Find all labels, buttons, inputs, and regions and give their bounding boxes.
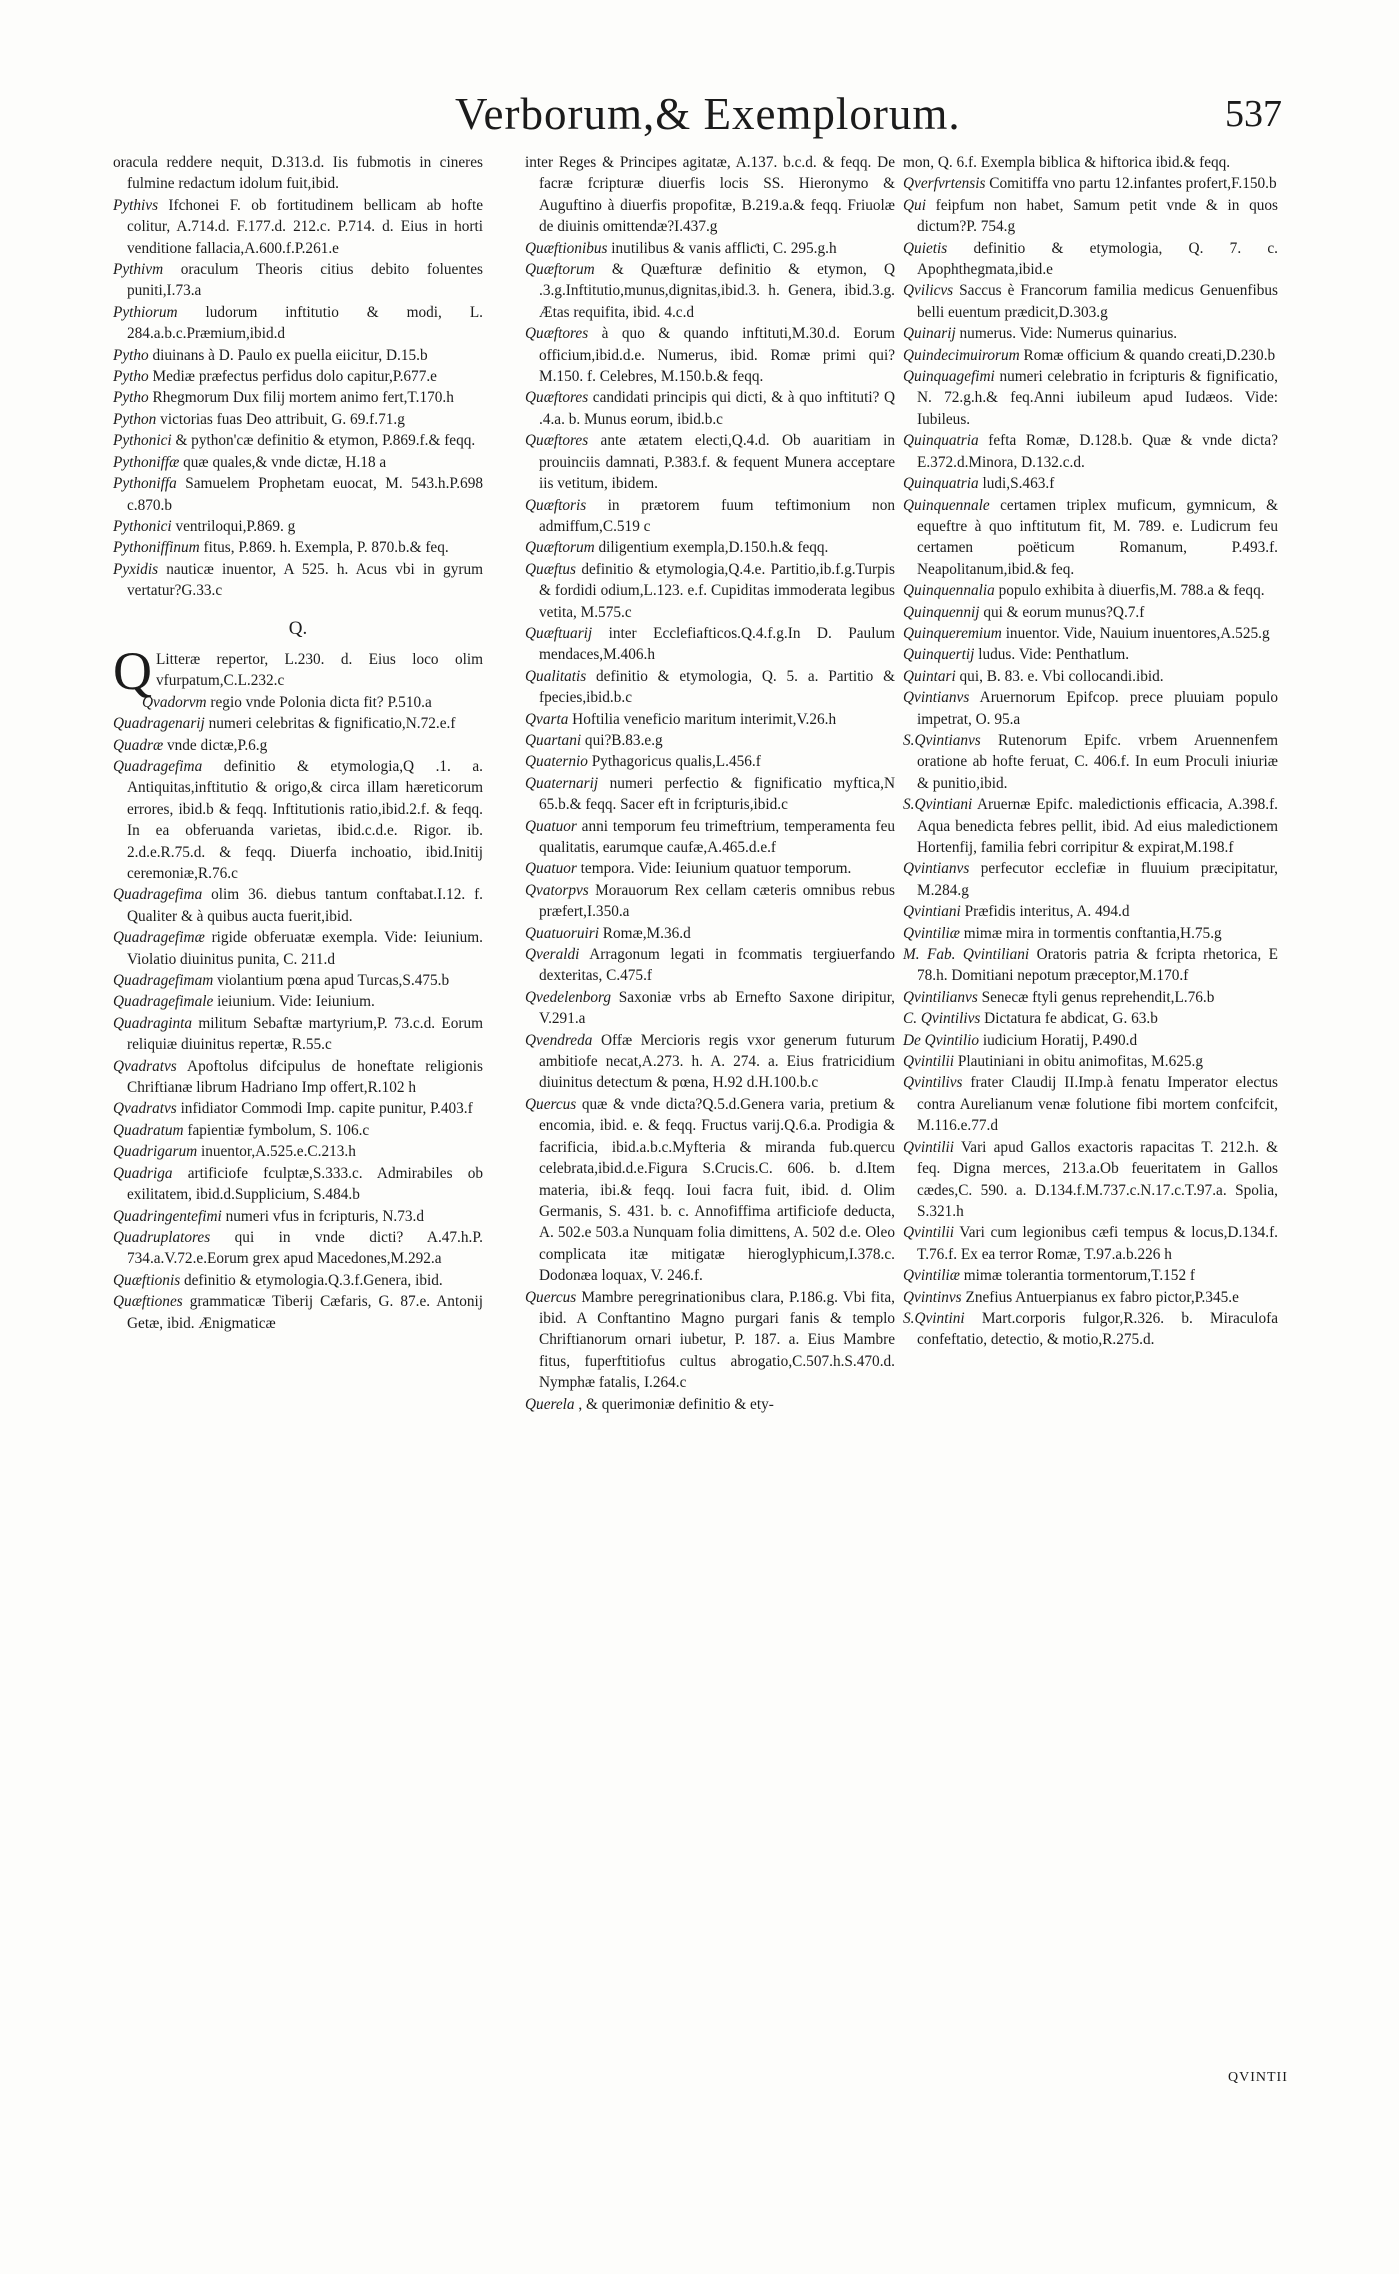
entry-headword: Qverfvrtensis bbox=[903, 175, 986, 193]
entry-text: iudicium Horatij, P.490.d bbox=[982, 1031, 1138, 1049]
page-number: 537 bbox=[1225, 93, 1282, 135]
entry-text: inter Ecclefiafticos.Q.4.f.g.In D. Paulum mendaces,M.406.h bbox=[539, 624, 895, 664]
index-entry bbox=[525, 1394, 895, 1415]
entry-headword: Quartani bbox=[525, 731, 582, 749]
index-entry bbox=[903, 1265, 1278, 1286]
entry-text: Rhegmorum Dux filij mortem animo fert,T.170.h bbox=[152, 389, 454, 407]
index-entry bbox=[525, 880, 895, 923]
entry-headword: Quinquatria bbox=[903, 475, 979, 493]
index-entry bbox=[113, 452, 483, 473]
entry-headword: Quadragefima bbox=[113, 886, 203, 904]
entry-headword: Quinquennij bbox=[903, 603, 980, 621]
index-entry bbox=[525, 430, 895, 494]
entry-headword: Qvatorpvs bbox=[525, 881, 589, 899]
entry-headword: Quindecimuirorum bbox=[903, 346, 1020, 364]
index-entry bbox=[113, 735, 483, 756]
index-entry bbox=[525, 259, 895, 323]
entry-text: Mambre peregrinationibus clara, P.186.g. Vbi fita, ibid. A Conftantino Magno purgari fanis & templo Chriftianorum ornari iubetur, P. 187. a. Eius Mambre fitus, fuperftitiofus cultus abrogatio,C.507.h.S.470.d. Nymphæ fatalis, I.264.c bbox=[539, 1288, 895, 1392]
index-entry bbox=[903, 1008, 1278, 1029]
entry-headword: Qvintilii bbox=[903, 1224, 954, 1242]
index-entry bbox=[113, 1120, 483, 1141]
index-entry bbox=[113, 692, 483, 713]
entry-text: in prætorem fuum teftimonium non admiffum,C.519 c bbox=[539, 496, 895, 535]
entry-text: infidiator Commodi Imp. capite punitur, P.403.f bbox=[180, 1100, 473, 1118]
entry-headword: Pythivm bbox=[113, 261, 164, 279]
index-entry bbox=[903, 944, 1278, 987]
entry-headword: Quietis bbox=[903, 239, 948, 257]
entry-headword: Pyxidis bbox=[113, 560, 159, 578]
index-entry bbox=[113, 1163, 483, 1206]
index-entry bbox=[113, 1056, 483, 1099]
index-entry bbox=[903, 1137, 1278, 1223]
entry-text: ludus. Vide: Penthatlum. bbox=[978, 646, 1130, 664]
entry-headword: Qvedelenborg bbox=[525, 988, 612, 1006]
entry-text: certamen triplex muficum, gymnicum, & equeftre à quo inftitutum fit, M. 789. e. Ludicrum feu certamen poëticum Romanum, P.493.f. Neapolitanum,ibid.& feq. bbox=[917, 496, 1279, 578]
index-entry bbox=[113, 430, 483, 451]
entry-text: inuentor,A.525.e.C.213.h bbox=[200, 1143, 356, 1161]
entry-headword: Quadratum bbox=[113, 1121, 184, 1139]
entry-text: & python'cæ definitio & etymon, P.869.f.& feqq. bbox=[175, 432, 476, 450]
entry-headword: Quadræ bbox=[113, 736, 164, 754]
entry-headword: Querela bbox=[525, 1395, 575, 1413]
index-entry bbox=[113, 1013, 483, 1056]
entry-headword: M. Fab. Qvintiliani bbox=[903, 946, 1030, 964]
entry-headword: Qui bbox=[903, 196, 926, 214]
entry-text: violantium pœna apud Turcas,S.475.b bbox=[217, 972, 450, 990]
index-entry bbox=[525, 238, 895, 259]
entry-headword: Qveraldi bbox=[525, 946, 580, 964]
entry-headword: Qvintilivs bbox=[903, 1074, 963, 1092]
entry-text: victorias fuas Deo attribuit, G. 69.f.71.g bbox=[160, 410, 405, 428]
entry-text: numeri celebritas & fignificatio,N.72.e.f bbox=[208, 715, 456, 733]
entry-text: perfecutor ecclefiæ in fluuium præcipitatur, M.284.g bbox=[917, 860, 1279, 899]
entry-text: Znefius Antuerpianus ex fabro pictor,P.345.e bbox=[965, 1288, 1239, 1306]
index-entry bbox=[113, 1270, 483, 1291]
entry-headword: Quadragefimæ bbox=[113, 929, 205, 947]
entry-headword: Quæftorum bbox=[525, 261, 595, 279]
entry-text: Offæ Mercioris regis vxor generum futurum ambitiofe necat,A.273. h. A. 274. a. Eius fratricidium diuinitus detectum & pœna, H.92 d.H.100.b.c bbox=[539, 1031, 896, 1092]
entry-text: Vari apud Gallos exactoris rapacitas T. 212.h. & feq. Digna merces, 213.a.Ob feueritatem in Gallos cædes,C. 590. a. D.134.f.M.737.c.N.17.c.T.97.a. Spolia, S.321.h bbox=[917, 1138, 1278, 1220]
entry-headword: Qvintianvs bbox=[903, 860, 970, 878]
index-entry bbox=[903, 1051, 1278, 1072]
entry-text: numeri vfus in fcripturis, N.73.d bbox=[225, 1207, 425, 1225]
entry-text: Oratoris patria & fcripta rhetorica, E 78.h. Domitiani nepotum præceptor,M.170.f bbox=[917, 946, 1279, 985]
entry-headword: Qvintiliæ bbox=[903, 924, 960, 942]
entry-headword: Quercus bbox=[525, 1288, 577, 1306]
entry-text: fitus, P.869. h. Exempla, P. 870.b.& feq. bbox=[203, 539, 449, 557]
entry-text: numeri perfectio & fignificatio myftica,N 65.b.& feqq. Sacer eft in fcripturis,ibid.c bbox=[539, 774, 895, 814]
index-entry bbox=[903, 345, 1278, 366]
entry-headword: Quintari bbox=[903, 667, 956, 685]
index-entry bbox=[525, 730, 895, 751]
entry-headword: Pythoniffæ bbox=[113, 453, 180, 471]
index-entry bbox=[903, 238, 1278, 281]
index-entry bbox=[525, 858, 895, 879]
entry-headword: Pythoniffinum bbox=[113, 539, 200, 557]
index-entry bbox=[903, 644, 1278, 665]
entry-headword: Quinarij bbox=[903, 325, 956, 343]
entry-text: Pythagoricus qualis,L.456.f bbox=[591, 753, 761, 771]
index-entry bbox=[525, 751, 895, 772]
index-entry bbox=[113, 537, 483, 558]
entry-text: qui & eorum munus?Q.7.f bbox=[983, 603, 1145, 621]
entry-text: candidati principis qui dicti, & à quo inftituti? Q .4.a. b. Munus eorum, ibid.b.c bbox=[539, 389, 896, 428]
index-entry bbox=[113, 1206, 483, 1227]
running-title: Verborum,& Exemplorum. bbox=[455, 89, 961, 139]
entry-text: ludorum inftitutio & modi, L. 284.a.b.c.Præmium,ibid.d bbox=[127, 303, 483, 343]
entry-text: Morauorum Rex cellam cæteris omnibus rebus præfert,I.350.a bbox=[539, 881, 895, 921]
index-entry bbox=[113, 366, 483, 387]
index-entry bbox=[113, 991, 483, 1012]
index-entry bbox=[113, 1098, 483, 1119]
entry-text: fefta Romæ, D.128.b. Quæ & vnde dicta?E.372.d.Minora, D.132.c.d. bbox=[917, 432, 1279, 471]
entry-text: Samuelem Prophetam euocat, M. 543.h.P.698 c.870.b bbox=[127, 475, 483, 514]
index-entry bbox=[113, 884, 483, 927]
index-entry bbox=[525, 387, 895, 430]
index-entry bbox=[525, 666, 895, 709]
index-entry bbox=[525, 623, 895, 666]
entry-text: inter Reges & Principes agitatæ, A.137. b.c.d. & feqq. De facræ fcripturæ diuerfis locis SS. Hieronymo & Auguftino à diuerfis propofitæ, B.219.a.& feqq. Friuolæ de diuinis omittendæ?I.437.g bbox=[525, 154, 895, 236]
entry-text: regio vnde Polonia dicta fit? P.510.a bbox=[210, 693, 432, 711]
entry-text: Romæ officium & quando creati,D.230.b bbox=[1023, 346, 1276, 364]
index-column-left bbox=[113, 152, 483, 1334]
entry-text: definitio & etymologia.Q.3.f.Genera, ibid. bbox=[183, 1271, 443, 1289]
entry-text: Rutenorum Epifc. vrbem Aruennenfem oratione ab hofte feruat, C. 406.f. In eum Proculi iniuriæ & punitio,ibid. bbox=[917, 731, 1278, 792]
index-entry bbox=[903, 666, 1278, 687]
index-entry bbox=[903, 687, 1278, 730]
entry-headword: Pytho bbox=[113, 368, 149, 386]
entry-headword: Quaternio bbox=[525, 753, 588, 771]
index-entry bbox=[525, 944, 895, 987]
entry-text: definitio & etymologia,Q .1. a. Antiquitas,inftitutio & origo,& circa illam hæreticorum errores, ibid.b & feqq. Inftitutionis ratio,ibid.2.f. & feqq. In ea obferuanda varietas, ibid.c.d.e. Rigor. ib. 2.d.e.R.75.d. & feqq. Diuerfa inchoatio, ibid.Initij ceremoniæ,R.76.c bbox=[127, 757, 483, 882]
entry-text: diuinans à D. Paulo ex puella eiicitur, D.15.b bbox=[152, 346, 428, 364]
index-entry bbox=[525, 1030, 895, 1094]
index-entry bbox=[113, 195, 483, 259]
entry-text: Vari cum legionibus cæfi tempus & locus,D.134.f. T.76.f. Ex ea terror Romæ, T.97.a.b.226 h bbox=[917, 1224, 1278, 1263]
entry-headword: Quatuor bbox=[525, 860, 577, 878]
entry-headword: Qvintiani bbox=[903, 903, 961, 921]
entry-headword: Quinquennalia bbox=[903, 582, 995, 600]
index-entry bbox=[525, 987, 895, 1030]
index-entry bbox=[113, 516, 483, 537]
entry-text: definitio & etymologia,Q.4.e. Partitio,ib.f.g.Turpis & fordidi odium,L.123. e.f. Cupiditas immoderata legibus vetita, M.575.c bbox=[539, 560, 895, 621]
entry-text: qui in vnde dicti? A.47.h.P. 734.a.V.72.e.Eorum grex apud Macedones,M.292.a bbox=[127, 1228, 483, 1268]
index-entry bbox=[525, 773, 895, 816]
entry-text: frater Claudij II.Imp.à fenatu Imperator electus contra Aurelianum venæ folutione fibi mortem confcifcit, M.116.e.77.d bbox=[917, 1074, 1278, 1135]
index-entry bbox=[903, 602, 1278, 623]
index-entry bbox=[113, 927, 483, 970]
index-entry bbox=[903, 195, 1278, 238]
entry-text: numerus. Vide: Numerus quinarius. bbox=[959, 325, 1178, 343]
entry-headword: Qvadorvm bbox=[142, 693, 207, 711]
entry-headword: Qvadratvs bbox=[113, 1057, 177, 1075]
entry-headword: Pythonici bbox=[113, 432, 172, 450]
entry-headword: Quercus bbox=[525, 1095, 577, 1113]
index-entry bbox=[903, 794, 1278, 858]
index-entry bbox=[113, 1141, 483, 1162]
index-entry bbox=[113, 756, 483, 884]
entry-text: anni temporum feu trimeftrium, temperamenta feu qualitatis, earumque caufæ,A.465.d.e.f bbox=[539, 817, 896, 856]
index-entry bbox=[525, 323, 895, 387]
entry-headword: Pythonici bbox=[113, 517, 172, 535]
index-entry bbox=[525, 152, 895, 238]
index-entry bbox=[525, 1094, 895, 1287]
entry-headword: Pythivs bbox=[113, 196, 159, 214]
index-entry bbox=[903, 430, 1278, 473]
entry-headword: S.Qvintianvs bbox=[903, 731, 981, 749]
entry-text: ludi,S.463.f bbox=[982, 475, 1055, 493]
index-entry bbox=[903, 1030, 1278, 1051]
entry-headword: Quadraginta bbox=[113, 1014, 193, 1032]
entry-headword: Pythiorum bbox=[113, 303, 178, 321]
index-entry bbox=[113, 152, 483, 195]
entry-text: Mediæ præfectus perfidus dolo capitur,P.677.e bbox=[152, 368, 437, 386]
index-entry bbox=[113, 713, 483, 734]
section-letter: Q. bbox=[288, 617, 308, 639]
entry-headword: Quinquatria bbox=[903, 432, 979, 450]
index-entry bbox=[113, 259, 483, 302]
entry-headword: C. Qvintilivs bbox=[903, 1010, 981, 1028]
index-entry bbox=[525, 495, 895, 538]
entry-headword: Qvintilianvs bbox=[903, 988, 978, 1006]
index-entry bbox=[903, 1308, 1278, 1351]
entry-headword: Qvadratvs bbox=[113, 1100, 177, 1118]
entry-text: ventriloqui,P.869. g bbox=[175, 517, 296, 535]
entry-text: Mart.corporis fulgor,R.326. b. Miraculofa confeftatio, detectio, & motio,R.275.d. bbox=[917, 1309, 1278, 1349]
index-entry bbox=[525, 1287, 895, 1394]
entry-text: Apoftolus difcipulus de honeftate religionis Chriftianæ librum Hadriano Imp offert,R.102 h bbox=[127, 1057, 483, 1097]
index-entry bbox=[903, 580, 1278, 601]
index-entry bbox=[525, 923, 895, 944]
entry-text: feipfum non habet, Samum petit vnde & in quos dictum?P. 754.g bbox=[917, 196, 1278, 236]
index-entry bbox=[113, 345, 483, 366]
entry-text: Romæ,M.36.d bbox=[602, 924, 691, 942]
entry-headword: Quadrigarum bbox=[113, 1143, 198, 1161]
entry-headword: Qvarta bbox=[525, 710, 569, 728]
entry-headword: Qvintiliæ bbox=[903, 1267, 960, 1285]
entry-headword: Quinqueremium bbox=[903, 624, 1002, 642]
entry-text: Præfidis interitus, A. 494.d bbox=[964, 903, 1130, 921]
index-entry bbox=[113, 559, 483, 602]
entry-headword: Pytho bbox=[113, 346, 149, 364]
entry-text: inutilibus & vanis affliƈti, C. 295.g.h bbox=[611, 239, 837, 257]
index-entry bbox=[113, 473, 483, 516]
entry-text: tempora. Vide: Ieiunium quatuor temporum. bbox=[580, 860, 852, 878]
entry-text: fapientiæ fymbolum, S. 106.c bbox=[187, 1121, 370, 1139]
entry-text: quæ & vnde dicta?Q.5.d.Genera varia, pretium & encomia, ibid. e. & feqq. Fructus varij.Q.6.a. Prodigia & facrificia, ibid.a.b.c.Myfteria & miranda fub.quercu celebrata,ibid.d.e.Figura S.Crucis.C. 606. b. d.Item materia, ibi.& feqq. Ioui facra fuit, ibid. d. Olim Germanis, S. 431. b. c. Annofiffima artificiofe deducta, A. 502.e 503.a Nunquam folia dimittens, A. 502 d.e. Oleo complicata itæ mitigatæ hieroglyphicum,I.378.c. Dodonæa loquax, V. 246.f. bbox=[539, 1095, 895, 1285]
index-entry bbox=[903, 173, 1278, 194]
index-entry bbox=[903, 323, 1278, 344]
entry-headword: Qvilicvs bbox=[903, 282, 954, 300]
entry-text: Saxoniæ vrbs ab Ernefto Saxone diripitur, V.291.a bbox=[539, 988, 896, 1028]
index-entry bbox=[525, 537, 895, 558]
entry-text: Senecæ ftyli genus reprehendit,L.76.b bbox=[981, 988, 1215, 1006]
entry-text: rigide obferuatæ exempla. Vide: Ieiunium. Violatio diuinitus punita, C. 211.d bbox=[127, 929, 483, 968]
entry-text: Plautiniani in obitu animofitas, M.625.g bbox=[957, 1053, 1203, 1071]
index-entry bbox=[903, 987, 1278, 1008]
drop-cap: Q bbox=[113, 640, 152, 701]
entry-text: Litteræ repertor, L.230. d. Eius loco olim vfurpatum,C.L.232.c bbox=[156, 650, 483, 690]
entry-text: vnde dictæ,P.6.g bbox=[166, 736, 268, 754]
entry-text: Aruernorum Epifcop. prece pluuiam populo impetrat, O. 95.a bbox=[917, 689, 1279, 728]
entry-headword: Quæftionibus bbox=[525, 239, 608, 257]
entry-text: populo exhibita à diuerfis,M. 788.a & feqq. bbox=[998, 582, 1265, 600]
entry-headword: Python bbox=[113, 410, 157, 428]
entry-text: Comitiffa vno partu 12.infantes profert,F.150.b bbox=[989, 175, 1277, 193]
entry-text: definitio & etymologia, Q. 7. c. Apophthegmata,ibid.e bbox=[917, 239, 1279, 279]
entry-text: & Quæfturæ definitio & etymon, Q .3.g.Inftitutio,munus,dignitas,ibid.3. h. Genera, ibid.3.g. Ætas requifita, ibid. 4.c.d bbox=[539, 261, 895, 321]
index-entry bbox=[113, 387, 483, 408]
index-entry bbox=[903, 495, 1278, 581]
entry-headword: Quæftionis bbox=[113, 1271, 181, 1289]
entry-headword: S.Qvintiani bbox=[903, 796, 973, 814]
page-header bbox=[0, 88, 1399, 148]
entry-headword: De Qvintilio bbox=[903, 1031, 980, 1049]
entry-headword: Quæftuarij bbox=[525, 624, 593, 642]
entry-text: oracula reddere nequit, D.313.d. Iis fubmotis in cineres fulmine redactum idolum fuit,ibid. bbox=[113, 154, 483, 193]
index-entry bbox=[113, 1227, 483, 1270]
entry-text: ante ætatem electi,Q.4.d. Ob auaritiam in prouinciis damnati, P.383.f. & fequent Munera acceptare iis vetitum, ibidem. bbox=[539, 432, 895, 493]
entry-headword: Quatuor bbox=[525, 817, 577, 835]
entry-text: , & querimoniæ definitio & ety- bbox=[578, 1395, 774, 1413]
entry-headword: Quæftores bbox=[525, 432, 589, 450]
entry-headword: Quadragefima bbox=[113, 757, 203, 775]
entry-headword: Quadriga bbox=[113, 1164, 173, 1182]
entry-text: Arragonum legati in fcommatis tergiuerfando dexteritas, C.475.f bbox=[539, 946, 895, 985]
entry-headword: Quadringentefimi bbox=[113, 1207, 222, 1225]
entry-headword: Quinquertij bbox=[903, 646, 975, 664]
entry-headword: Pytho bbox=[113, 389, 149, 407]
index-entry bbox=[113, 1291, 483, 1334]
entry-text: Hoftilia veneficio maritum interimit,V.26.h bbox=[572, 710, 837, 728]
entry-text: Aruernæ Epifc. maledictionis efficacia, A.398.f. Aqua benedicta febres pellit, ibid. Ad eius maledictionem Hortenfij, familia febri corripitur & expirat,M.198.f bbox=[917, 796, 1278, 856]
index-entry bbox=[113, 640, 483, 701]
entry-headword: Qvintinvs bbox=[903, 1288, 962, 1306]
entry-text: quæ quales,& vnde dictæ, H.18 a bbox=[183, 453, 387, 471]
entry-headword: S.Qvintini bbox=[903, 1309, 965, 1327]
entry-headword: Qualitatis bbox=[525, 667, 587, 685]
entry-text: grammaticæ Tiberij Cæfaris, G. 87.e. Antonij Getæ, ibid. Ænigmaticæ bbox=[127, 1293, 483, 1332]
entry-headword: Quæftores bbox=[525, 389, 589, 407]
entry-headword: Quadragefimam bbox=[113, 972, 214, 990]
index-entry bbox=[903, 280, 1278, 323]
index-entry bbox=[903, 1222, 1278, 1265]
entry-text: oraculum Theoris citius debito foluentes puniti,I.73.a bbox=[127, 261, 483, 300]
entry-headword: Qvintianvs bbox=[903, 689, 970, 707]
entry-text: numeri celebratio in fcripturis & fignificatio, N. 72.g.h.& feq.Anni iubileum apud Iudæos. Vide: Iubileus. bbox=[917, 368, 1278, 428]
index-entry bbox=[903, 473, 1278, 494]
index-entry bbox=[903, 1072, 1278, 1136]
catchword: QVINTII bbox=[1228, 2070, 1288, 2085]
entry-text: inuentor. Vide, Nauium inuentores,A.525.g bbox=[1005, 624, 1270, 642]
entry-text: artificiofe fculptæ,S.333.c. Admirabiles ob exilitatem, ibid.d.Supplicium, S.484.b bbox=[127, 1164, 484, 1204]
entry-headword: Pythoniffa bbox=[113, 475, 177, 493]
entry-text: mimæ mira in tormentis conftantia,H.75.g bbox=[963, 924, 1222, 942]
index-entry bbox=[903, 1287, 1278, 1308]
index-column-right bbox=[903, 152, 1278, 1351]
entry-headword: Quatuoruiri bbox=[525, 924, 599, 942]
entry-text: Dictatura fe abdicat, G. 63.b bbox=[984, 1010, 1158, 1028]
entry-text: definitio & etymologia, Q. 5. a. Partitio & fpecies,ibid.b.c bbox=[539, 667, 895, 707]
entry-headword: Quinquennale bbox=[903, 496, 990, 514]
entry-headword: Quæftus bbox=[525, 560, 576, 578]
index-entry bbox=[525, 816, 895, 859]
entry-text: mimæ tolerantia tormentorum,T.152 f bbox=[963, 1267, 1196, 1285]
entry-headword: Quadragefimale bbox=[113, 993, 214, 1011]
index-entry bbox=[903, 623, 1278, 644]
index-entry bbox=[525, 559, 895, 623]
index-entry bbox=[903, 923, 1278, 944]
entry-headword: Quaternarij bbox=[525, 774, 599, 792]
index-entry bbox=[903, 366, 1278, 430]
entry-headword: Quæftorum bbox=[525, 539, 595, 557]
entry-headword: Qvintilii bbox=[903, 1138, 954, 1156]
entry-text: Saccus è Francorum familia medicus Genuenfibus belli euentum prædicit,D.303.g bbox=[917, 282, 1278, 321]
index-entry bbox=[903, 730, 1278, 794]
entry-text: mon, Q. 6.f. Exempla biblica & hiftorica ibid.& feqq. bbox=[903, 154, 1231, 171]
entry-headword: Quæftoris bbox=[525, 496, 587, 514]
index-column-middle bbox=[525, 152, 895, 1415]
entry-headword: Quæftiones bbox=[113, 1293, 183, 1311]
index-entry bbox=[903, 152, 1278, 173]
entry-text: militum Sebaftæ martyrium,P. 73.c.d. Eorum reliquiæ diuinitus repertæ, R.55.c bbox=[127, 1014, 483, 1054]
index-entry bbox=[113, 970, 483, 991]
entry-text: qui?B.83.e.g bbox=[584, 731, 663, 749]
entry-text: ieiunium. Vide: Ieiunium. bbox=[217, 993, 375, 1011]
index-entry bbox=[525, 709, 895, 730]
entry-headword: Quinquagefimi bbox=[903, 368, 995, 386]
entry-headword: Quadruplatores bbox=[113, 1228, 211, 1246]
entry-text: diligentium exempla,D.150.h.& feqq. bbox=[598, 539, 829, 557]
entry-headword: Quæftores bbox=[525, 325, 589, 343]
entry-text: nauticæ inuentor, A 525. h. Acus vbi in gyrum vertatur?G.33.c bbox=[127, 560, 483, 600]
index-entry bbox=[903, 858, 1278, 901]
entry-text: olim 36. diebus tantum conftabat.I.12. f. Qualiter & à quibus aucta fuerit,ibid. bbox=[127, 886, 483, 925]
index-entry bbox=[113, 302, 483, 345]
entry-headword: Quadragenarij bbox=[113, 715, 205, 733]
entry-headword: Qvendreda bbox=[525, 1031, 593, 1049]
entry-headword: Qvintilii bbox=[903, 1053, 954, 1071]
entry-text: à quo & quando inftituti,M.30.d. Eorum officium,ibid.d.e. Numerus, ibid. Romæ primi qui? M.150. f. Celebres, M.150.b.& feqq. bbox=[539, 325, 895, 386]
entry-text: Ifchonei F. ob fortitudinem bellicam ab hofte colitur, A.714.d. F.177.d. 212.c. P.714. d. Eius in horti venditione fallacia,A.600.f.P.261.e bbox=[127, 196, 483, 257]
index-entry bbox=[113, 409, 483, 430]
index-entry bbox=[903, 901, 1278, 922]
entry-text: qui, B. 83. e. Vbi collocandi.ibid. bbox=[959, 667, 1164, 685]
